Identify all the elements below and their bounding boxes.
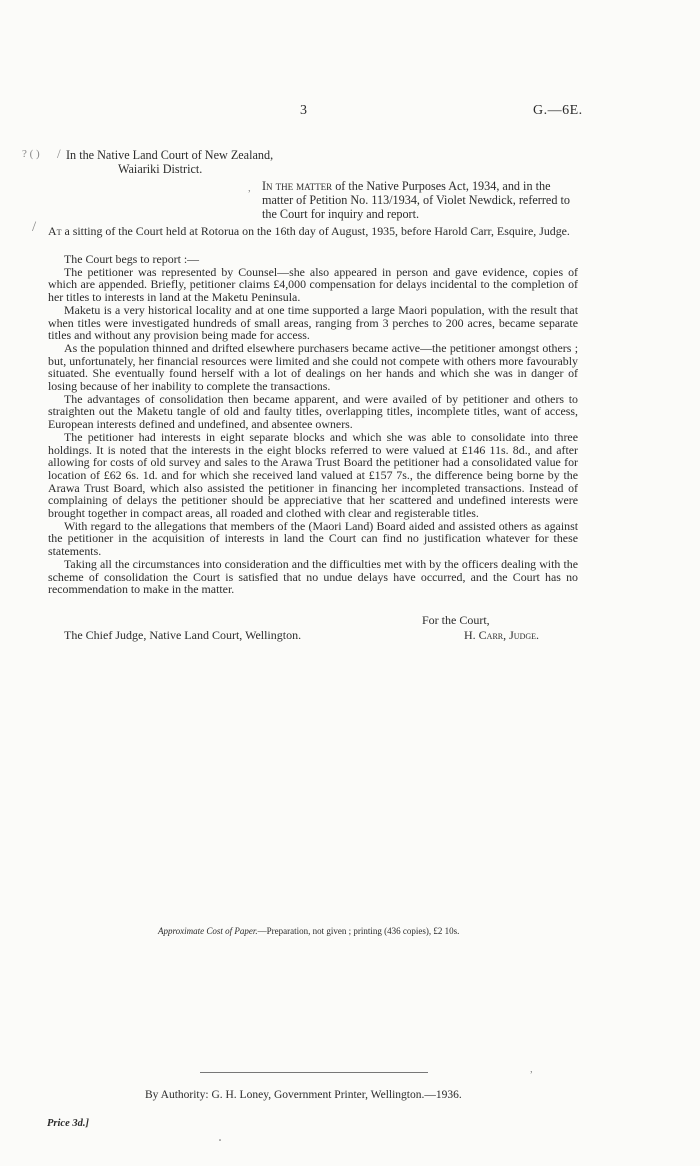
page-number: 3 [300,103,307,118]
report-paragraph: Maketu is a very historical locality and at one time supported a large Maori population, with the result that when titles were investigated hundreds of small areas, ranging from 3 perches to 200 acres, became separate titles and without any provision being made for access. [48,302,578,343]
report-paragraph: Taking all the circumstances into consideration and the difficulties met with by the officers dealing with the scheme of consolidation the Court is satisfied that no undue delays have occurred, and the Court has no recommendation to make in the matter. [48,556,578,597]
cost-label: Approximate Cost of Paper. [158,926,258,936]
report-paragraph: As the population thinned and drifted elsewhere purchasers became active—the petitioner amongst others ; but, unfortunately, her financial resources were limited and she could not compete with others more favourably situated. She eventually found herself with a lot of dealings on her hands and which she was in danger of losing because of her inability to complete the transactions. [48,340,578,394]
signature-row [64,628,564,643]
matter-heading [262,179,582,221]
margin-dash: , [248,182,251,194]
for-the-court: For the Court, [422,613,490,627]
footer-rule [200,1072,428,1073]
report-paragraph: The advantages of consolidation then became apparent, and were availed of by petitioner and others to straighten out the Maketu tangle of old and faulty titles, overlapping titles, incomplete titles, want of access, European interests defined and undefined, and absentee owners. [48,391,578,432]
matter-text: of the Native Purposes Act, 1934, and in the matter of Petition No. 113/1934, of Violet Newdick, referred to the Court for inquiry and report. [262,179,570,221]
cost-of-paper [158,926,459,936]
matter-lead: In the matter [262,179,333,193]
sitting-paragraph [48,225,578,238]
report-paragraph: With regard to the allegations that members of the (Maori Land) Board aided and assisted others as against the petitioner in the acquisition of interests in land the Court can find no justification whatever for these statements. [48,518,578,559]
printer-line: By Authority: G. H. Loney, Government Printer, Wellington.—1936. [145,1089,462,1101]
sitting-lead: At [48,224,62,238]
addressee: The Chief Judge, Native Land Court, Wellington. [64,628,302,642]
court-address-line2: Waiariki District. [118,162,203,176]
sitting-text: a sitting of the Court held at Rotorua on the 16th day of August, 1935, before Harold Carr, Esquire, Judge. [64,224,570,238]
report-paragraph: The petitioner was represented by Counsel—she also appeared in person and gave evidence, copies of which are appended. Briefly, petitioner claims £4,000 compensation for delays incidental to the completion of her titles to interests in land at the Maketu Peninsula. [48,264,578,305]
margin-dash: , [530,1063,533,1075]
margin-mark: ? ( ) [22,148,40,160]
paper-code: G.—6E. [533,103,583,118]
cost-text: —Preparation, not given ; printing (436 copies), £2 10s. [257,926,460,936]
margin-bracket: / [57,146,61,161]
report-body [48,253,578,596]
signer: H. Carr, Judge. [464,628,540,642]
court-address-line1: In the Native Land Court of New Zealand, [66,148,274,162]
report-paragraph: The petitioner had interests in eight separate blocks and which she was able to consolidate into three holdings. It is noted that the interests in the eight blocks referred to were valued at £146 11s. 8d., and after allowing for costs of old survey and sales to the Arawa Trust Board the petitioner had a consolidated value for location of £62 6s. 1d. and for which she received land valued at £157 7s., the difference being borne by the Arawa Trust Board, which also assisted the petitioner in financing her incompleted transactions. Instead of complaining of delays the petitioner should be appreciative that her scattered and undefined interests were brought together in compact areas, all roaded and clothed with clear and registerable titles. [48,429,578,521]
margin-dot: . [218,1128,222,1145]
margin-tick: / [32,219,37,235]
price: Price 3d.] [47,1118,89,1129]
report-paragraph: The Court begs to report :— [64,252,200,266]
